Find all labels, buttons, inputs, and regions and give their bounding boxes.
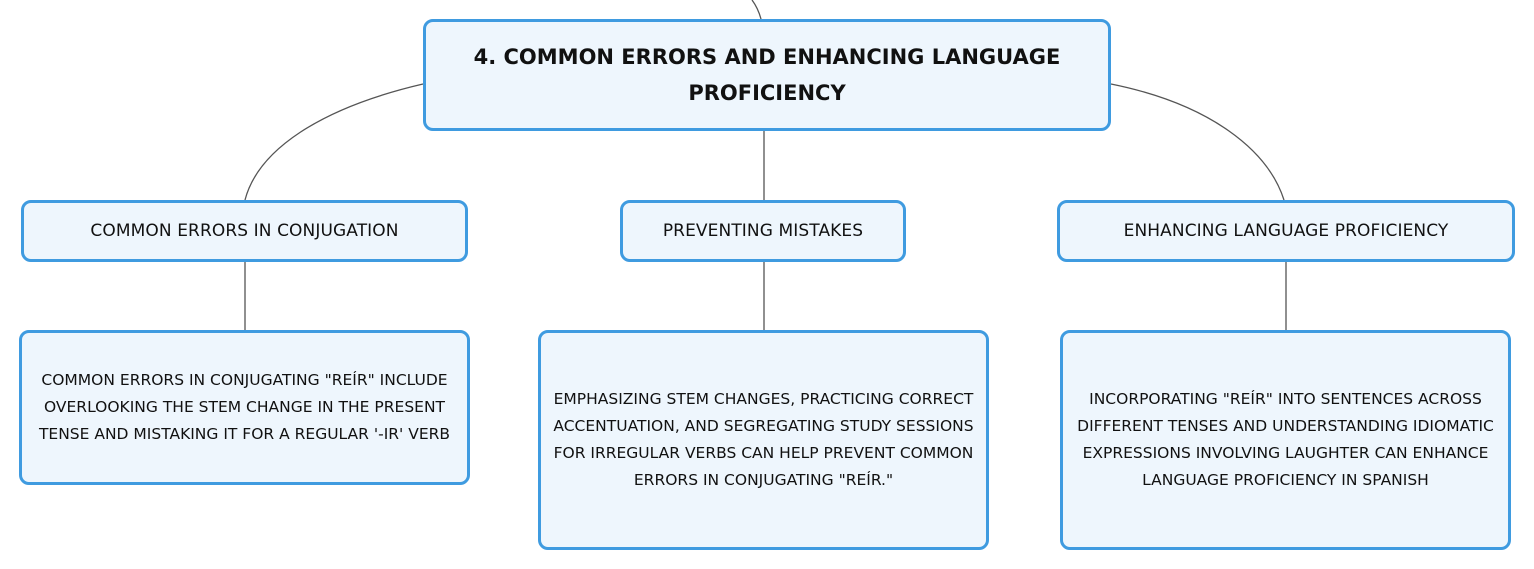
branch-label-preventing-mistakes: PREVENTING MISTAKES xyxy=(662,221,864,241)
detail-text-common-errors: COMMON ERRORS IN CONJUGATING "REÍR" INCLUDE OVERLOOKING THE STEM CHANGE IN THE PRESENT TENSE AND MISTAKING IT FOR A REGULAR '-IR' VERB xyxy=(38,371,451,443)
branch-node-common-errors[interactable] xyxy=(21,200,468,262)
detail-node-enhancing-proficiency[interactable] xyxy=(1060,330,1511,550)
branch-node-preventing-mistakes[interactable] xyxy=(620,200,906,262)
branch-node-enhancing-proficiency[interactable] xyxy=(1057,200,1515,262)
root-topic-label: 4. COMMON ERRORS AND ENHANCING LANGUAGE PROFICIENCY xyxy=(473,45,1061,105)
root-topic-node[interactable] xyxy=(423,19,1111,131)
branch-label-enhancing-proficiency: ENHANCING LANGUAGE PROFICIENCY xyxy=(1123,221,1449,241)
detail-text-preventing-mistakes: EMPHASIZING STEM CHANGES, PRACTICING CORRECT ACCENTUATION, AND SEGREGATING STUDY SESSIONS FOR IRREGULAR VERBS CAN HELP PREVENT COMMON ERRORS IN CONJUGATING "REÍR." xyxy=(553,390,974,489)
detail-text-enhancing-proficiency: INCORPORATING "REÍR" INTO SENTENCES ACROSS DIFFERENT TENSES AND UNDERSTANDING IDIOMATIC EXPRESSIONS INVOLVING LAUGHTER CAN ENHANCE LANGUAGE PROFICIENCY IN SPANISH xyxy=(1077,390,1494,489)
detail-node-common-errors[interactable] xyxy=(19,330,470,485)
connector-root-to-branch-3 xyxy=(1111,84,1284,200)
detail-node-preventing-mistakes[interactable] xyxy=(538,330,989,550)
branch-label-common-errors: COMMON ERRORS IN CONJUGATION xyxy=(90,221,399,241)
connector-root-to-branch-1 xyxy=(245,84,423,200)
connector-parent-to-root xyxy=(752,0,761,19)
